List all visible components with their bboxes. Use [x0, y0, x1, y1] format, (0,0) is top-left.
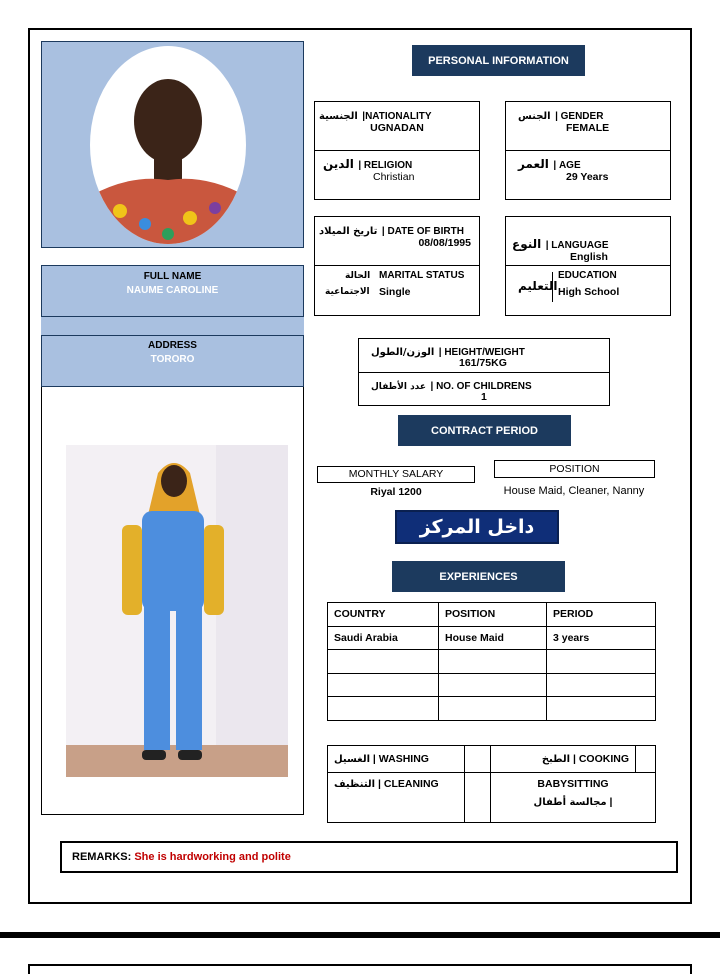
- blue-spacer: [41, 317, 304, 335]
- cell-country: [328, 673, 439, 697]
- gender-value: FEMALE: [566, 122, 610, 134]
- skill-washing: الغسيل | WASHING: [328, 746, 465, 773]
- skill-babysitting: BABYSITTING مجالسة أطفال |: [491, 773, 656, 823]
- nationality-value: UGNADAN: [370, 122, 424, 134]
- experiences-header: EXPERIENCES: [392, 561, 565, 592]
- language-divider: [506, 265, 670, 266]
- salary-label: MONTHLY SALARY: [348, 468, 444, 480]
- children-label: | NO. OF CHILDRENS: [430, 381, 532, 392]
- skills-table: [327, 745, 656, 823]
- dob-arabic: تاريخ الميلاد: [319, 226, 378, 237]
- dob-value: 08/08/1995: [418, 237, 471, 249]
- children-arabic: عدد الأطفال: [371, 382, 427, 392]
- full-body-photo: [66, 445, 288, 777]
- col-period: PERIOD: [547, 603, 656, 627]
- marital-arabic-1: الحالة: [345, 271, 371, 281]
- cell-country: [328, 697, 439, 721]
- remarks-box: [60, 841, 678, 873]
- cell-position: House Maid: [439, 626, 547, 650]
- contract-period-header: CONTRACT PERIOD: [398, 415, 571, 446]
- language-arabic: النوع: [512, 237, 542, 251]
- education-arabic: التعليم: [518, 279, 558, 293]
- marital-value: Single: [379, 286, 411, 298]
- religion-label: | RELIGION: [358, 160, 413, 171]
- remarks-value: She is hardworking and polite: [134, 851, 291, 863]
- position-label: POSITION: [549, 463, 600, 475]
- remarks-label: REMARKS:: [72, 851, 132, 863]
- cooking-arabic: الطبخ: [541, 754, 571, 765]
- nationality-box: [314, 101, 480, 151]
- table-row: [328, 697, 656, 721]
- language-education-box: [505, 216, 671, 316]
- salary-label-box: [317, 466, 475, 483]
- skills-row: [328, 773, 656, 823]
- address-panel: [41, 335, 304, 387]
- babysitting-arabic: مجالسة أطفال: [533, 797, 607, 808]
- dob-label: | DATE OF BIRTH: [381, 226, 464, 237]
- age-arabic: العمر: [518, 157, 549, 171]
- height-arabic: الوزن/الطول: [371, 347, 435, 358]
- col-position: POSITION: [439, 603, 547, 627]
- cell-period: [547, 697, 656, 721]
- table-row: [328, 650, 656, 674]
- arabic-banner-text: داخل المركز: [419, 516, 535, 538]
- age-box: [505, 150, 671, 200]
- address-value: TORORO: [150, 354, 195, 365]
- cell-country: [328, 650, 439, 674]
- washing-label: WASHING: [378, 753, 429, 765]
- page-separator: [0, 932, 720, 938]
- address-label: ADDRESS: [148, 340, 197, 351]
- education-label: EDUCATION: [558, 270, 617, 281]
- age-value: 29 Years: [566, 171, 609, 183]
- cleaning-label: CLEANING: [383, 778, 439, 790]
- next-page-frame: [28, 964, 692, 974]
- education-divider-bar: [552, 272, 553, 302]
- religion-box: [314, 150, 480, 200]
- dob-divider: [315, 265, 479, 266]
- position-label-box: [494, 460, 655, 478]
- nationality-arabic: الجنسية: [319, 111, 358, 122]
- marital-arabic-2: الاجتماعية: [325, 287, 370, 297]
- skill-cleaning: التنظيف | CLEANING: [328, 773, 465, 823]
- gender-label: | GENDER: [555, 111, 604, 122]
- table-row: [328, 626, 656, 650]
- table-row: [328, 673, 656, 697]
- full-body-illustration: [66, 445, 288, 777]
- cleaning-arabic: التنظيف: [334, 779, 376, 790]
- skill-cooking-check: [636, 746, 656, 773]
- washing-arabic: الغسيل: [334, 754, 371, 765]
- cell-period: [547, 650, 656, 674]
- cell-position: [439, 697, 547, 721]
- cell-position: [439, 650, 547, 674]
- skill-washing-check: [465, 746, 491, 773]
- portrait-illustration: [90, 46, 246, 244]
- language-label: | LANGUAGE: [545, 240, 609, 251]
- arabic-banner: [395, 510, 559, 544]
- full-name-value: NAUME CAROLINE: [126, 285, 219, 296]
- full-body-panel: [41, 387, 304, 815]
- cooking-label: COOKING: [578, 753, 629, 765]
- babysitting-label: BABYSITTING: [537, 778, 609, 790]
- skill-cleaning-check: [465, 773, 491, 823]
- gender-arabic: الجنس: [518, 111, 551, 122]
- experience-header-row: [328, 603, 656, 627]
- height-children-box: [358, 338, 610, 406]
- language-value: English: [570, 251, 608, 263]
- children-value: 1: [481, 391, 487, 403]
- height-divider: [359, 372, 609, 373]
- gender-box: [505, 101, 671, 151]
- cell-period: [547, 673, 656, 697]
- dob-marital-box: [314, 216, 480, 316]
- personal-information-header: PERSONAL INFORMATION: [412, 45, 585, 76]
- cell-country: Saudi Arabia: [328, 626, 439, 650]
- religion-value: Christian: [373, 171, 415, 183]
- col-country: COUNTRY: [328, 603, 439, 627]
- portrait-panel: [41, 41, 304, 248]
- cell-period: 3 years: [547, 626, 656, 650]
- cell-position: [439, 673, 547, 697]
- position-value: House Maid, Cleaner, Nanny: [503, 485, 645, 497]
- height-value: 161/75KG: [459, 357, 507, 369]
- full-name-label: FULL NAME: [143, 271, 202, 282]
- age-label: | AGE: [553, 160, 581, 171]
- portrait-photo: [90, 46, 246, 244]
- full-name-panel: [41, 265, 304, 317]
- marital-label: MARITAL STATUS: [379, 270, 465, 281]
- experience-table: [327, 602, 656, 721]
- nationality-label: |NATIONALITY: [362, 111, 432, 122]
- skills-row: [328, 746, 656, 773]
- salary-value: Riyal 1200: [370, 486, 422, 498]
- skill-cooking: الطبخ | COOKING: [491, 746, 636, 773]
- religion-arabic: الدين: [323, 157, 354, 171]
- education-value: High School: [558, 286, 620, 298]
- height-label: | HEIGHT/WEIGHT: [438, 347, 525, 358]
